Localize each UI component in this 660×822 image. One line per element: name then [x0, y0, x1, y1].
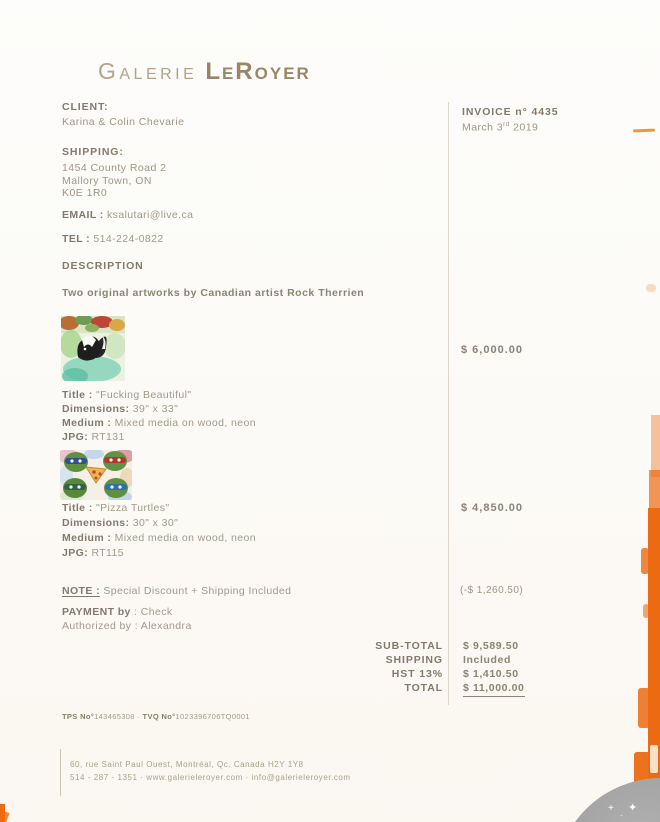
item1-title-label: Title : [62, 389, 93, 401]
tel-label: TEL : [62, 233, 91, 245]
logo-leroyer-text: LeRoyer [205, 58, 311, 85]
item1-jpg-label: JPG: [62, 431, 89, 443]
item1-jpg-value: RT131 [91, 431, 125, 443]
tvq-label: TVQ No° [142, 712, 176, 721]
item2-medium-label: Medium : [62, 532, 112, 544]
sparkle-dot-icon: · [620, 811, 623, 820]
authorized-value: Alexandra [140, 620, 192, 632]
tps-value: 143465308 [94, 712, 135, 721]
shipping-total-label: SHIPPING [385, 654, 443, 666]
shipping-address [62, 162, 166, 200]
sparkle-star-icon: ✦ [628, 802, 638, 814]
hst-value: $ 1,410.50 [463, 668, 519, 680]
invoice-date-day: March 3 [462, 121, 504, 134]
item2-jpg-value: RT115 [91, 547, 124, 559]
gallery-logo [98, 58, 311, 86]
orange-blob2 [643, 604, 649, 618]
footer-address: 60, rue Saint Paul Ouest, Montréal, Qc. Canada H2Y 1Y8 [70, 760, 304, 769]
hst-label: HST 13% [391, 668, 443, 680]
shipping-total-row [330, 653, 525, 667]
item1-medium-value: Mixed media on wood, neon [114, 417, 256, 429]
item1-details [62, 388, 256, 444]
authorized-row [62, 619, 192, 633]
payment-label: PAYMENT by [62, 606, 131, 618]
item2-jpg-label: JPG: [62, 547, 89, 559]
item1-title-value: "Fucking Beautiful" [95, 389, 192, 401]
email-label: EMAIL : [62, 209, 104, 221]
invoice-date-year: 2019 [509, 121, 539, 134]
shipping-label: SHIPPING: [62, 146, 124, 158]
item2-dimensions-value: 30" x 30" [132, 517, 179, 529]
item2-price: $ 4,850.00 [461, 502, 523, 514]
footer-block [70, 758, 351, 784]
item2-details [62, 501, 256, 561]
camera-magic-button[interactable] [555, 778, 660, 822]
invoice-header [462, 106, 558, 134]
orange-strip-highlight [650, 745, 658, 773]
orange-blob1 [641, 548, 649, 574]
item2-title-label: Title : [62, 502, 93, 514]
invoice-date [462, 121, 558, 134]
footer-contact: 514 - 287 - 1351 · www.galerieleroyer.com · info@galerieleroyer.com [70, 773, 351, 782]
item1-dimensions-value: 39" x 33" [132, 403, 179, 415]
item2-title-row [62, 501, 256, 516]
invoice-date-ordinal: rd [503, 121, 510, 128]
tax-separator: · [134, 712, 143, 721]
total-label: TOTAL [404, 682, 443, 694]
tax-ids-row [62, 712, 250, 721]
item2-medium-value: Mixed media on wood, neon [114, 532, 256, 544]
item1-medium-row [62, 416, 256, 430]
shipping-section [62, 146, 166, 200]
item1-title-row [62, 388, 256, 402]
item2-jpg-row [62, 546, 256, 561]
orange-edge-patch1 [651, 415, 660, 477]
orange-smudge-top [633, 129, 655, 133]
client-name: Karina & Colin Chevarie [62, 116, 185, 128]
note-discount-amount: (-$ 1,260.50) [460, 585, 524, 596]
shipping-address-line3: K0E 1R0 [62, 187, 108, 199]
tps-label: TPS No° [62, 712, 95, 721]
total-row [330, 681, 525, 697]
total-value: $ 11,000.00 [463, 681, 525, 697]
item1-medium-label: Medium : [62, 417, 112, 429]
subtotal-row [330, 639, 525, 653]
tel-value: 514-224-0822 [93, 233, 164, 245]
item2-dimensions-row [62, 516, 256, 531]
artwork-image-pizza-turtles [60, 450, 132, 500]
description-label: DESCRIPTION [62, 260, 144, 272]
payment-row [62, 605, 173, 619]
ninja-turtles-artwork-icon [60, 450, 132, 500]
item2-title-value: "Pizza Turtles" [95, 502, 170, 514]
payment-value: : Check [134, 606, 173, 618]
email-row [62, 208, 193, 222]
shipping-total-value: Included [463, 654, 511, 666]
client-label: CLIENT: [62, 101, 109, 113]
column-divider [448, 102, 449, 705]
subtotal-value: $ 9,589.50 [463, 640, 519, 652]
shipping-address-line2: Mallory Town, ON [62, 174, 152, 187]
email-value: ksalutari@live.ca [107, 209, 194, 221]
description-text: Two original artworks by Canadian artist Rock Therrien [62, 287, 365, 299]
item2-medium-row [62, 531, 256, 546]
sparkle-plus-icon: + [608, 803, 614, 814]
tvq-value: 1023396706TQ0001 [175, 712, 250, 721]
client-section [62, 101, 184, 128]
footer-divider [60, 749, 61, 796]
note-text: Special Discount + Shipping Included [103, 585, 292, 597]
tel-row [62, 232, 164, 246]
totals-section [330, 639, 525, 697]
item1-price: $ 6,000.00 [461, 344, 523, 356]
artwork-image-fucking-beautiful [61, 316, 125, 381]
skunk-artwork-icon [61, 316, 125, 381]
note-row [62, 584, 291, 598]
invoice-number: INVOICE n° 4435 [462, 106, 559, 118]
shipping-address-line1: 1454 County Road 2 [62, 162, 167, 174]
authorized-label: Authorized by : [62, 620, 139, 632]
item1-dimensions-row [62, 402, 256, 416]
note-label: NOTE : [62, 585, 100, 597]
item1-dimensions-label: Dimensions: [62, 403, 130, 415]
subtotal-label: SUB-TOTAL [375, 640, 443, 652]
item1-jpg-row [62, 430, 256, 444]
logo-galerie-text: Galerie [98, 58, 198, 84]
item2-dimensions-label: Dimensions: [62, 517, 130, 529]
orange-blob3 [638, 688, 650, 728]
orange-smudge-mid [646, 284, 656, 292]
hst-row [330, 667, 525, 681]
